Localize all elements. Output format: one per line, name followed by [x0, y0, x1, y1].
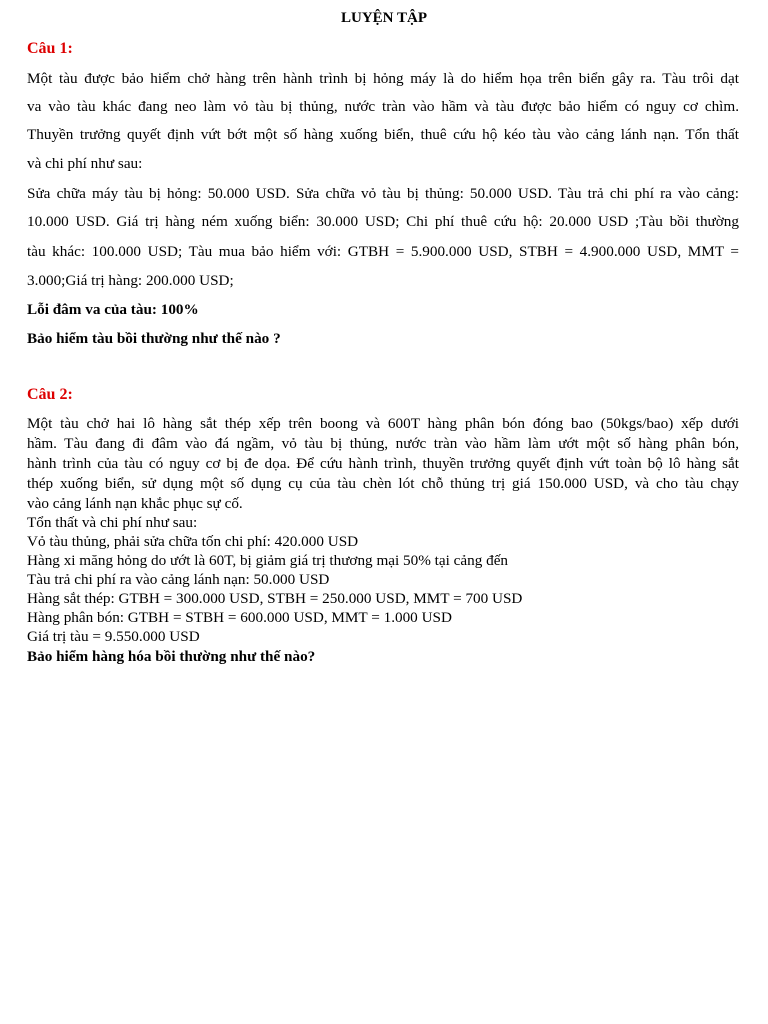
- q2-loss-line: Tàu trả chi phí ra vào cảng lánh nạn: 50.000 USD: [27, 571, 330, 588]
- q2-paragraph-line: thép xuống biển, sử dụng một số dụng cụ của tàu chèn lót chỗ thủng trị giá 150.000 USD, và cho tàu chạy: [27, 475, 739, 492]
- q1-paragraph-line: Thuyền trưởng quyết định vứt bớt một số hàng xuống biển, thuê cứu hộ kéo tàu vào cảng lánh nạn. Tổn thất: [27, 126, 739, 143]
- q2-heading: Câu 2:: [27, 386, 73, 403]
- q1-heading: Câu 1:: [27, 40, 73, 57]
- page-title: LUYỆN TẬP: [341, 10, 427, 26]
- q2-loss-line: Giá trị tàu = 9.550.000 USD: [27, 628, 200, 645]
- q1-paragraph-line: tàu khác: 100.000 USD; Tàu mua bảo hiểm với: GTBH = 5.900.000 USD, STBH = 4.900.000 USD, MMT =: [27, 243, 739, 260]
- q1-paragraph-line: 3.000;Giá trị hàng: 200.000 USD;: [27, 272, 234, 289]
- q1-paragraph-line: và chi phí như sau:: [27, 155, 143, 172]
- q2-paragraph-line: Một tàu chở hai lô hàng sắt thép xếp trên boong và 600T hàng phân bón đóng bao (50kgs/bao) xếp dưới: [27, 415, 739, 432]
- q1-paragraph-line: Một tàu được bảo hiểm chở hàng trên hành trình bị hỏng máy là do hiểm họa trên biển gây ra. Tàu trôi dạt: [27, 70, 739, 87]
- q2-paragraph-line: hầm. Tàu đang đi đâm vào đá ngầm, vỏ tàu bị thủng, nước tràn vào hầm làm ướt một số hàng phân bón,: [27, 435, 739, 452]
- q2-paragraph-line: hành trình của tàu có nguy cơ bị đe dọa. Để cứu hành trình, thuyền trưởng quyết định vứt toàn bộ lô hàng sắt: [27, 455, 739, 472]
- q2-paragraph-line: vào cảng lánh nạn khắc phục sự cố.: [27, 495, 243, 512]
- q2-loss-line: Hàng phân bón: GTBH = STBH = 600.000 USD, MMT = 1.000 USD: [27, 609, 452, 626]
- q2-loss-line: Hàng xi măng hỏng do ướt là 60T, bị giảm giá trị thương mại 50% tại cảng đến: [27, 552, 509, 569]
- q1-question: Bảo hiểm tàu bồi thường như thế nào ?: [27, 330, 281, 347]
- q2-loss-line: Hàng sắt thép: GTBH = 300.000 USD, STBH = 250.000 USD, MMT = 700 USD: [27, 590, 523, 607]
- q1-paragraph-line: Sửa chữa máy tàu bị hỏng: 50.000 USD. Sửa chữa vỏ tàu bị thủng: 50.000 USD. Tàu trả chi phí ra vào cảng:: [27, 185, 739, 202]
- q2-question: Bảo hiểm hàng hóa bồi thường như thế nào?: [27, 648, 316, 665]
- q2-loss-line: Vỏ tàu thủng, phải sửa chữa tốn chi phí: 420.000 USD: [27, 533, 359, 550]
- q1-fault-line: Lỗi đâm va của tàu: 100%: [27, 301, 199, 318]
- q2-loss-line: Tổn thất và chi phí như sau:: [27, 514, 198, 531]
- q1-paragraph-line: 10.000 USD. Giá trị hàng ném xuống biển: 30.000 USD; Chi phí thuê cứu hộ: 20.000 USD ;Tàu bồi thường: [27, 213, 739, 230]
- q1-paragraph-line: va vào tàu khác đang neo làm vỏ tàu bị thủng, nước tràn vào hầm và tàu được bảo hiểm có nguy cơ chìm.: [27, 98, 739, 115]
